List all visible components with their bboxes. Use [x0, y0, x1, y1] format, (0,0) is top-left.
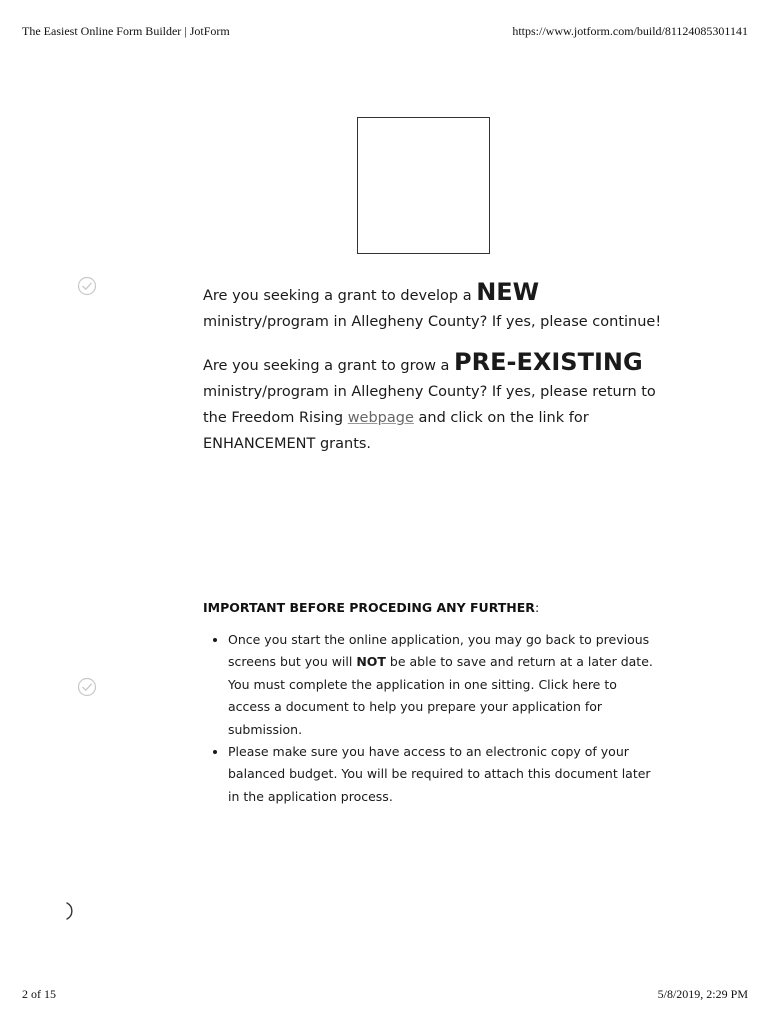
bullet1-text-after: be able to save and return at a later date. You must complete the application in one sitting. Click here to access a document to help you prepare your application for submission.	[228, 654, 653, 737]
list-item: • Please make sure you have access to an electronic copy of your balanced budget. You will be required to attach this document later in the application process.	[228, 741, 653, 808]
important-title-text: IMPORTANT BEFORE PROCEDING ANY FURTHER	[203, 600, 535, 615]
important-title	[203, 600, 653, 615]
q2-text-after: and click on the link for ENHANCEMENT grants.	[203, 410, 589, 452]
pre-existing-program-question	[203, 349, 663, 457]
print-datetime: 5/8/2019, 2:29 PM	[657, 987, 748, 1001]
q1-text-after: ministry/program in Allegheny County? If yes, please continue!	[203, 314, 662, 330]
q2-text-middle: ministry/program in Allegheny County? If yes, please return to the Freedom Rising	[203, 384, 656, 426]
new-program-question	[203, 279, 663, 335]
important-notice-block	[203, 600, 653, 808]
bullet1-text-before: Once you start the online application, you may go back to previous screens but you will	[228, 632, 650, 670]
q1-text-before: Are you seeking a grant to develop a	[203, 288, 477, 304]
q2-text-before: Are you seeking a grant to grow a	[203, 358, 455, 374]
important-bullet-list	[203, 629, 653, 808]
print-footer	[22, 987, 748, 1002]
q2-emphasis-pre-existing: PRE-EXISTING	[454, 348, 643, 376]
check-circle-icon[interactable]	[77, 276, 97, 296]
check-circle-icon[interactable]	[77, 677, 97, 697]
list-item	[228, 629, 653, 741]
print-page-title: The Easiest Online Form Builder | JotForm	[22, 24, 230, 38]
spinner-icon	[63, 899, 81, 923]
grant-type-text-block	[203, 279, 663, 457]
print-page-count: 2 of 15	[22, 987, 56, 1001]
webpage-link[interactable]: webpage	[347, 410, 414, 426]
q1-emphasis-new: NEW	[476, 278, 540, 306]
print-header	[22, 24, 748, 39]
bullet1-bold-not: NOT	[356, 654, 386, 670]
print-url: https://www.jotform.com/build/81124085301141	[512, 24, 748, 38]
form-logo-image	[357, 117, 490, 254]
important-title-colon: :	[534, 600, 540, 615]
